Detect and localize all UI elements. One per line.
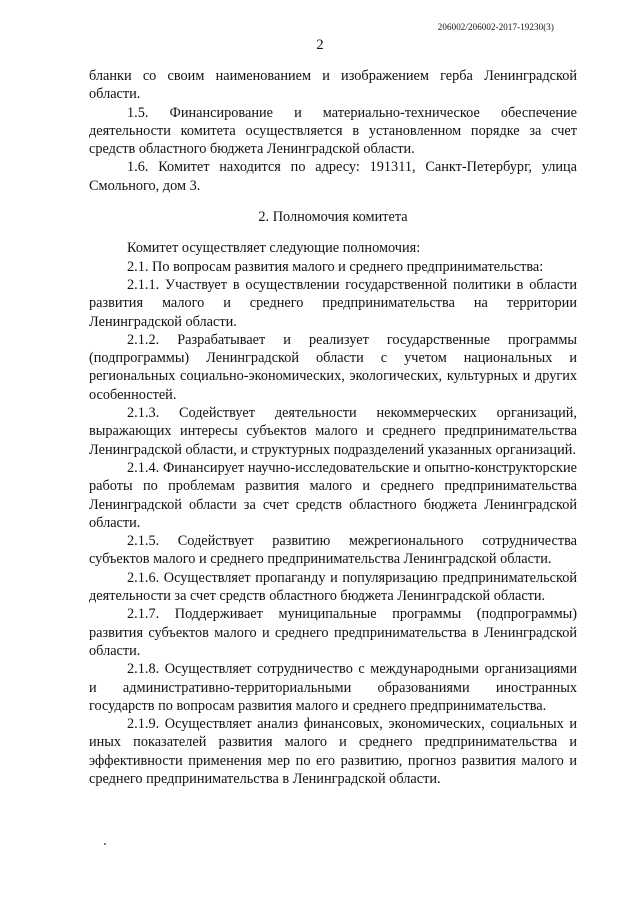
paragraph-1-5: 1.5. Финансирование и материально-техническое обеспечение деятельности комитета осуществляется в установленном порядке за счет средств областного бюджета Ленинградской области. (89, 104, 577, 158)
paragraph-2-1-9: 2.1.9. Осуществляет анализ финансовых, экономических, социальных и иных показателей развития малого и среднего предпринимательства и эффективности применения мер по его развитию, прогноз развития малого и среднего предпринимательства в Ленинградской области. (89, 716, 577, 787)
paragraph-2-1-5: 2.1.5. Содействует развитию межрегионального сотрудничества субъектов малого и среднего предпринимательства Ленинградской области. (89, 533, 577, 568)
page-number: 2 (316, 37, 324, 53)
paragraph-2-1-7: 2.1.7. Поддерживает муниципальные программы (подпрограммы) развития субъектов малого и среднего предпринимательства в Ленинградской области. (89, 606, 577, 659)
paragraph-2-1-4: 2.1.4. Финансирует научно-исследовательские и опытно-конструкторские работы по проблемам развития малого и среднего предпринимательства Ленинградской области за счет средств областного бюджета Ленинградской области. (89, 459, 577, 531)
paragraph-2-1-3: 2.1.3. Содействует деятельности некоммерческих организаций, выражающих интересы субъектов малого и среднего предпринимательства Ленинградской области, и структурных подразделений указанных организаций. (89, 405, 577, 458)
paragraph-2-1-1: 2.1.1. Участвует в осуществлении государственной политики в области развития малого и среднего предпринимательства на территории Ленинградской области. (89, 276, 577, 330)
paragraph-2-1-2: 2.1.2. Разрабатывает и реализует государственные программы (подпрограммы) Ленинградской области с учетом национальных и региональных социально-экономических, экологических, культурных и других особенностей. (89, 331, 577, 403)
paragraph-2-1: 2.1. По вопросам развития малого и среднего предпринимательства: (127, 258, 544, 275)
paragraph-2-1-6: 2.1.6. Осуществляет пропаганду и популяризацию предпринимательской деятельности за счет средств областного бюджета Ленинградской области. (89, 569, 577, 605)
document-body (89, 67, 577, 788)
paragraph-1-6: 1.6. Комитет находится по адресу: 191311, Санкт-Петербург, улица Смольного, дом 3. (89, 159, 577, 194)
document-id: 206002/206002-2017-19230(3) (437, 22, 554, 32)
section-title: 2. Полномочия комитета (258, 209, 408, 226)
paragraph-continuation: бланки со своим наименованием и изображением герба Ленинградской области. (89, 68, 577, 103)
paragraph-2-1-8: 2.1.8. Осуществляет сотрудничество с международными организациями и административно-территориальными образованиями иностранных государств по вопросам развития малого и среднего предпринимательства. (89, 661, 577, 714)
paragraph-intro: Комитет осуществляет следующие полномочия: (127, 240, 421, 257)
scan-speck (104, 843, 106, 845)
